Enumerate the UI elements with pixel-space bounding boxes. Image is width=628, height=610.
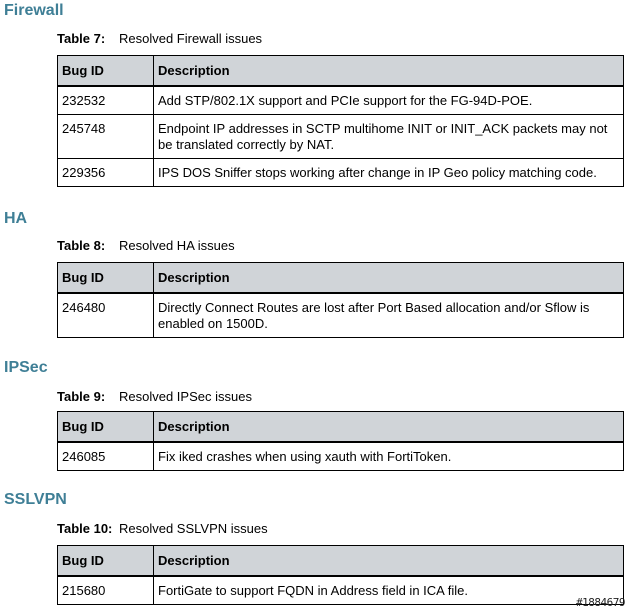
table-caption-number: Table 10: <box>57 521 113 536</box>
bug-id-cell: 246085 <box>58 442 154 471</box>
table-caption <box>57 31 262 47</box>
table-caption-title: Resolved Firewall issues <box>119 31 263 46</box>
bug-id-cell: 229356 <box>58 159 154 187</box>
description-cell: FortiGate to support FQDN in Address field in ICA file. <box>154 576 624 605</box>
column-header-bug-id: Bug ID <box>58 56 154 87</box>
table-row <box>58 576 624 605</box>
table-row <box>58 115 624 159</box>
table-row <box>58 442 624 471</box>
section-heading-firewall: Firewall <box>4 2 64 19</box>
table-row <box>58 293 624 338</box>
column-header-bug-id: Bug ID <box>58 412 154 443</box>
bug-id-cell: 232532 <box>58 86 154 115</box>
section-heading-ha: HA <box>4 210 28 227</box>
table-caption-title: Resolved SSLVPN issues <box>119 521 268 536</box>
description-cell: Directly Connect Routes are lost after Port Based allocation and/or Sflow is enabled on 1500D. <box>154 293 624 338</box>
description-cell: IPS DOS Sniffer stops working after change in IP Geo policy matching code. <box>154 159 624 187</box>
description-cell: Fix iked crashes when using xauth with FortiToken. <box>154 442 624 471</box>
section-heading-sslvpn: SSLVPN <box>4 491 67 508</box>
bug-id-cell: 245748 <box>58 115 154 159</box>
table-header-row <box>58 412 624 443</box>
table-header-row <box>58 56 624 87</box>
column-header-description: Description <box>154 263 624 294</box>
description-cell: Add STP/802.1X support and PCIe support for the FG-94D-POE. <box>154 86 624 115</box>
watermark-id: #1884679 <box>576 596 625 609</box>
table-caption-number: Table 9: <box>57 389 106 404</box>
column-header-description: Description <box>154 56 624 87</box>
column-header-description: Description <box>154 546 624 577</box>
table-caption <box>57 238 235 254</box>
table-header-row <box>58 546 624 577</box>
table-row <box>58 86 624 115</box>
table-caption-number: Table 7: <box>57 31 106 46</box>
table-caption <box>57 521 268 537</box>
column-header-description: Description <box>154 412 624 443</box>
table-caption-title: Resolved IPSec issues <box>119 389 252 404</box>
description-cell: Endpoint IP addresses in SCTP multihome INIT or INIT_ACK packets may not be translated correctly by NAT. <box>154 115 624 159</box>
table-caption-title: Resolved HA issues <box>119 238 235 253</box>
ha-issues-table <box>57 262 624 338</box>
ipsec-issues-table <box>57 411 624 471</box>
table-caption <box>57 389 252 405</box>
bug-id-cell: 215680 <box>58 576 154 605</box>
column-header-bug-id: Bug ID <box>58 263 154 294</box>
firewall-issues-table <box>57 55 624 187</box>
bug-id-cell: 246480 <box>58 293 154 338</box>
section-heading-ipsec: IPSec <box>4 359 48 376</box>
table-header-row <box>58 263 624 294</box>
table-caption-number: Table 8: <box>57 238 106 253</box>
sslvpn-issues-table <box>57 545 624 605</box>
column-header-bug-id: Bug ID <box>58 546 154 577</box>
table-row <box>58 159 624 187</box>
